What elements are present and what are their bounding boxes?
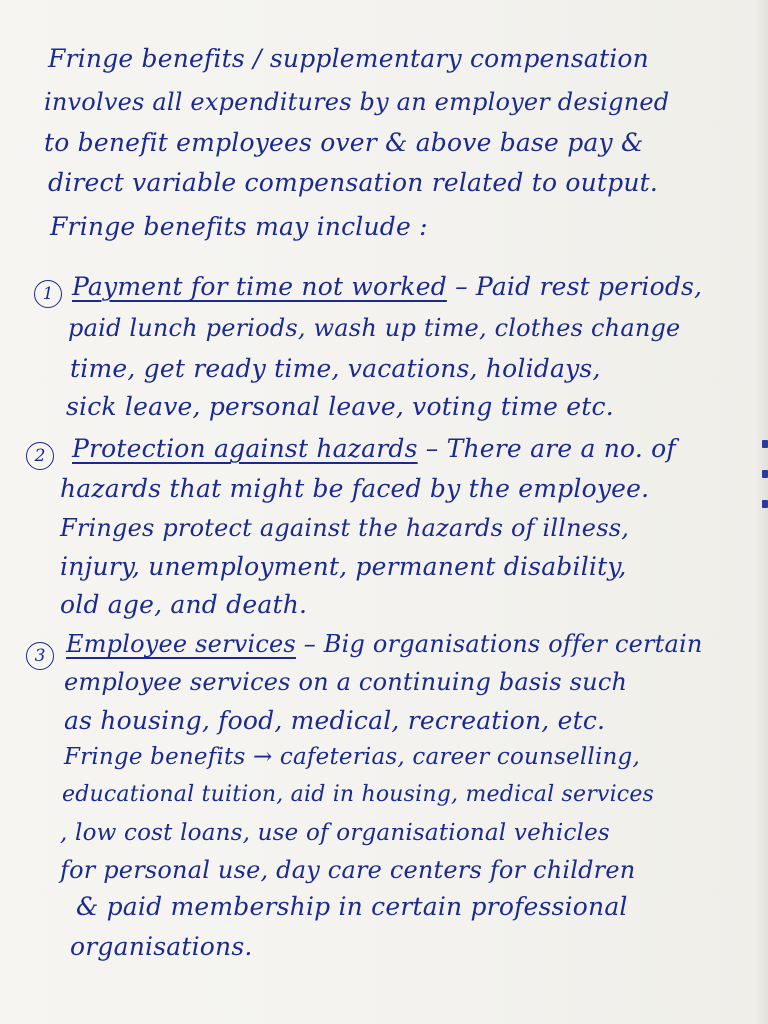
point-1-dash-text: – Paid rest periods, — [446, 272, 703, 301]
point-3-title-line — [66, 630, 703, 658]
point-3-line: , low cost loans, use of organisational vehicles — [60, 820, 610, 846]
point-3-dash-text: – Big organisations offer certain — [295, 630, 703, 658]
intro-line-1: Fringe benefits / supplementary compensation — [48, 44, 649, 73]
margin-mark — [762, 440, 768, 448]
point-2-heading: Protection against hazards — [72, 434, 418, 463]
point-3-line: & paid membership in certain professional — [76, 892, 628, 921]
point-number-2: 2 — [26, 442, 54, 470]
point-1-line: time, get ready time, vacations, holidays, — [70, 354, 601, 383]
point-1-heading: Payment for time not worked — [72, 272, 447, 301]
point-2-line: old age, and death. — [60, 590, 308, 619]
intro-line-2: involves all expenditures by an employer designed — [44, 88, 670, 116]
point-3-line: organisations. — [70, 932, 253, 961]
point-2-line: hazards that might be faced by the employee. — [60, 474, 650, 503]
point-3-line: employee services on a continuing basis such — [64, 668, 628, 696]
point-2-dash-text: – There are a no. of — [417, 434, 676, 463]
point-1-line: sick leave, personal leave, voting time etc. — [66, 392, 614, 421]
point-3-heading: Employee services — [66, 630, 296, 658]
point-2-title-line — [72, 434, 676, 463]
point-1-title-line — [72, 272, 702, 301]
point-2-line: Fringes protect against the hazards of illness, — [60, 514, 630, 542]
margin-mark — [762, 470, 768, 478]
intro-line-4: direct variable compensation related to output. — [48, 168, 659, 197]
point-2-line: injury, unemployment, permanent disability, — [60, 552, 627, 581]
point-number-1: 1 — [34, 280, 62, 308]
point-3-line: Fringe benefits → cafeterias, career counselling, — [64, 744, 640, 770]
margin-mark — [762, 500, 768, 508]
intro-line-5: Fringe benefits may include : — [50, 212, 428, 241]
point-3-line: educational tuition, aid in housing, medical services — [62, 782, 655, 807]
intro-line-3: to benefit employees over & above base pay & — [44, 128, 644, 157]
page-edge-shadow — [754, 0, 768, 1024]
point-3-line: as housing, food, medical, recreation, etc. — [64, 706, 606, 735]
point-1-line: paid lunch periods, wash up time, clothes change — [68, 314, 681, 342]
point-number-3: 3 — [26, 642, 54, 670]
point-3-line: for personal use, day care centers for children — [60, 856, 636, 884]
